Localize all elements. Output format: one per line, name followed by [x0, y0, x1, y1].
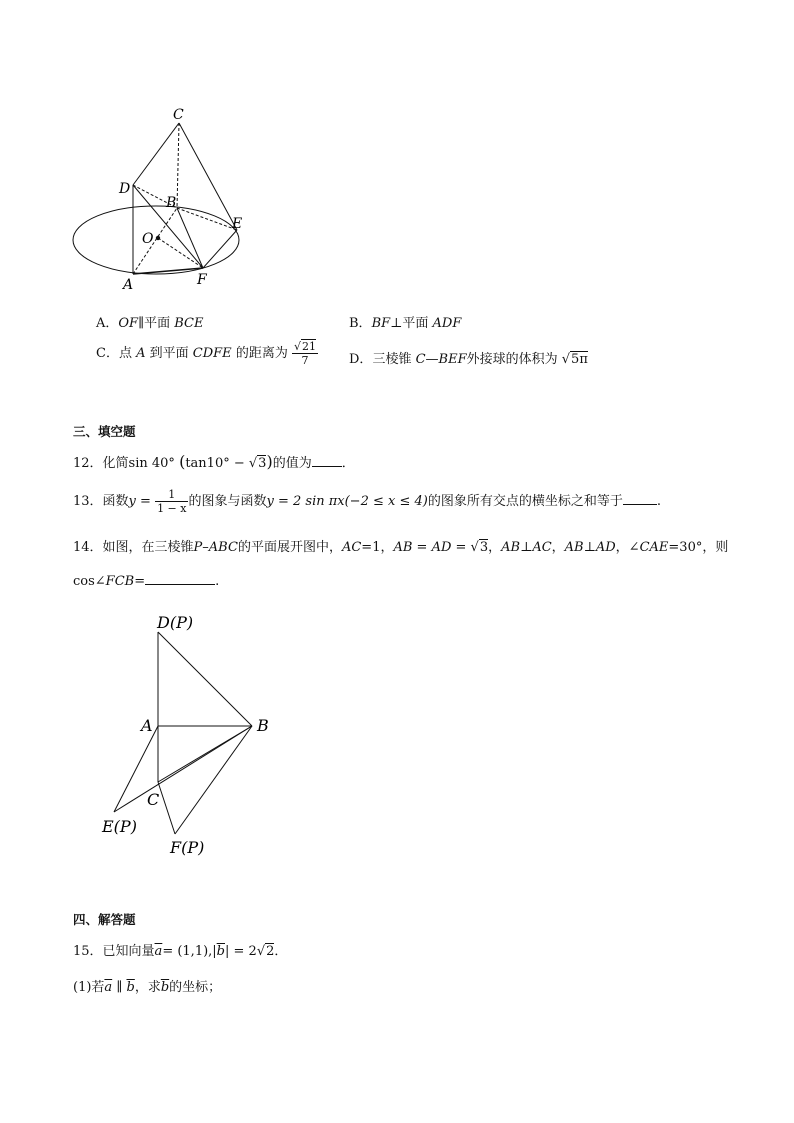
option-b-plane-name: ADF — [432, 316, 462, 331]
option-c-text2: 到平面 — [149, 346, 189, 361]
q13-fraction — [155, 488, 188, 515]
q15-eq2: | = 2 — [225, 944, 257, 959]
q-text-fragment: = — [134, 574, 146, 589]
question-13: 13．函数y = $\frac{1}{1 - x}$ 的图象与函数y = 2 sin πx(−2 ≤ x ≤ 4)的图象所有交点的横坐标之和等于 . — [73, 488, 661, 515]
q-text-fragment: AB — [501, 540, 521, 555]
option-a-line: OF — [118, 316, 139, 331]
option-b-letter: B． — [349, 316, 372, 331]
question-14-line2: cos∠FCB= . — [73, 574, 220, 589]
option-b-line: BF — [371, 316, 391, 331]
option-c-text: 点 — [118, 346, 132, 361]
option-c-letter: C． — [96, 346, 119, 361]
label-F: F — [197, 272, 207, 288]
q-text-fragment: =1， — [361, 540, 394, 555]
section-solution-title: 四、解答题 — [73, 912, 136, 927]
label-E: E — [232, 216, 243, 232]
q-text-fragment: ，∠ — [615, 540, 640, 555]
q12-sqrt: 3 — [258, 456, 267, 471]
figure-planar-net — [95, 605, 285, 865]
q13-denominator: 1 − x — [157, 502, 187, 515]
label-D: D — [119, 181, 131, 197]
q12-sin: sin 40° — [128, 456, 175, 471]
q-text-fragment: 的平面展开图中， — [237, 540, 342, 555]
label-A: A — [123, 277, 134, 293]
q-text-fragment: ⊥ — [583, 540, 596, 555]
edge-A-B-dashed — [133, 208, 177, 274]
label-E-P: E(P) — [102, 817, 137, 836]
option-a-plane: 平面 — [144, 316, 171, 331]
q-text-fragment: AB = AD = — [393, 540, 467, 555]
q-text-fragment: $\overline{a}$ — [104, 980, 113, 995]
edge-C-D — [133, 123, 179, 185]
edge-E-B — [114, 726, 252, 812]
q-text-fragment: ，求 — [134, 980, 161, 995]
edge-C-F — [158, 782, 175, 834]
q-text-fragment: P–ABC — [193, 540, 238, 555]
q13-y: y = — [128, 494, 151, 509]
q-text-fragment: $\overline{b}$ — [160, 980, 170, 995]
q-text-fragment: 3 — [479, 540, 489, 555]
label-O: O — [142, 231, 154, 247]
edge-E-F — [203, 230, 237, 268]
option-c-denominator: 7 — [301, 354, 309, 367]
edge-F-B — [175, 726, 252, 834]
q-text-fragment: ， — [551, 540, 565, 555]
option-b-plane: 平面 — [402, 316, 429, 331]
q-text-fragment: ， — [488, 540, 502, 555]
center-point-O — [156, 236, 160, 240]
q14-answer-blank[interactable] — [145, 573, 215, 585]
q-text-fragment: $\overline{b}$ — [126, 980, 135, 995]
question-15-part1 — [73, 976, 221, 995]
option-d-text2: 外接球的体积为 — [466, 352, 558, 367]
q13-suffix: 的图象所有交点的横坐标之和等于 — [427, 494, 623, 509]
label-B: B — [166, 195, 177, 211]
option-c-point: A — [136, 346, 146, 361]
option-a-plane-name: BCE — [174, 316, 204, 331]
q15-vector-a: $\overline{a}$ — [154, 944, 163, 959]
q-text-fragment: ⊥ — [520, 540, 533, 555]
q15-prefix: 15．已知向量 — [73, 944, 155, 959]
q-text-fragment: =30°，则 — [668, 540, 729, 555]
edge-D-B — [158, 632, 252, 726]
option-d-text: 三棱锥 — [372, 352, 412, 367]
edge-B-F — [177, 208, 203, 268]
option-a-letter: A． — [96, 316, 119, 331]
q-text-fragment: AB — [564, 540, 584, 555]
section-fill-in-title: 三、填空题 — [73, 424, 136, 439]
q12-suffix: 的值为 — [272, 456, 312, 471]
option-b-perp: ⊥ — [390, 316, 403, 331]
option-c-fraction: $\frac{√21}{7}$ — [293, 340, 316, 367]
q-text-fragment: cos∠ — [73, 574, 106, 589]
option-d-letter: D． — [349, 352, 373, 367]
q13-function: y = 2 sin πx(−2 ≤ x ≤ 4) — [266, 494, 428, 509]
q-text-fragment: AC — [341, 540, 362, 555]
edge-C-B-dashed — [177, 123, 179, 208]
q-text-fragment: AC — [532, 540, 552, 555]
option-c-plane-name: CDFE — [192, 346, 232, 361]
q13-numerator: 1 — [155, 488, 188, 502]
q15-end: ． — [274, 944, 288, 959]
question-14-line1: 14．如图，在三棱锥P–ABC的平面展开图中，AC=1，AB = AD = √3，AB⊥AC，AB⊥AD，∠CAE=30°，则 — [73, 540, 729, 555]
option-a — [96, 312, 203, 331]
option-b — [349, 312, 461, 331]
q-text-fragment: ∥ — [116, 980, 123, 995]
label-B: B — [257, 716, 269, 735]
label-F-P: F(P) — [170, 838, 205, 857]
figure-solid-geometry — [60, 95, 260, 295]
q12-tan: tan10° − — [185, 456, 245, 471]
q12-answer-blank[interactable] — [312, 455, 342, 467]
label-C: C — [173, 107, 184, 123]
q15-sqrt: 2 — [266, 944, 275, 959]
label-C: C — [147, 790, 160, 809]
question-15: 15．已知向量$\overline{a}= (1,1),|\overline{b}| = 2√2$． — [73, 944, 288, 959]
label-A: A — [141, 716, 153, 735]
label-D-P: D(P) — [157, 613, 194, 632]
q-text-fragment: 14．如图，在三棱锥 — [73, 540, 194, 555]
q-text-fragment: (1)若 — [73, 980, 105, 995]
q13-mid: 的图象与函数 — [188, 494, 267, 509]
q15-eq1: = (1,1),| — [162, 944, 217, 959]
q15-vector-b: $\overline{b}$ — [216, 944, 225, 959]
option-c-numerator: 21 — [302, 340, 316, 353]
q-text-fragment: FCB — [105, 574, 135, 589]
option-a-parallel: ∥ — [138, 316, 145, 331]
q12-prefix: 12．化简 — [73, 456, 129, 471]
q13-answer-blank[interactable] — [623, 493, 657, 505]
option-d: D．三棱锥 C—BEF外接球的体积为 √5π — [349, 352, 588, 367]
question-12: 12．化简sin 40° (tan10° − √3)的值为 ． — [73, 452, 355, 471]
edge-B-E-dashed — [177, 208, 237, 230]
option-d-volume: 5π — [571, 352, 588, 367]
q13-prefix: 13．函数 — [73, 494, 129, 509]
option-d-pyramid: C—BEF — [415, 352, 467, 367]
q-text-fragment: AD — [595, 540, 616, 555]
q-text-fragment: 的坐标； — [169, 980, 222, 995]
q-text-fragment: CAE — [639, 540, 669, 555]
option-c — [96, 340, 318, 367]
option-c-text3: 的距离为 — [235, 346, 288, 361]
